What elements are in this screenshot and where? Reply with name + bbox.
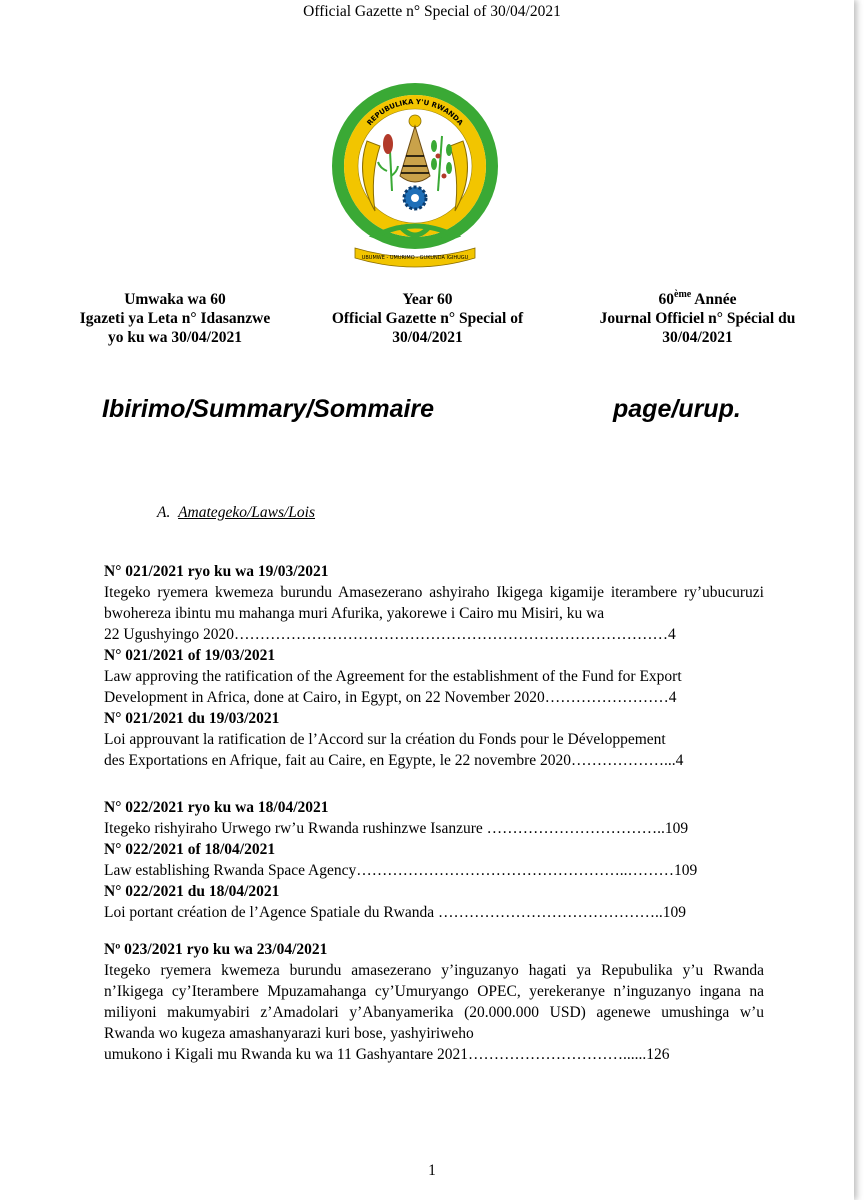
- column-gazette: Igazeti ya Leta n° Idasanzwe: [79, 310, 271, 327]
- column-year: Umwaka wa 60: [124, 291, 226, 308]
- column-date: 30/04/2021: [662, 329, 733, 346]
- column-kinyarwanda: [50, 290, 300, 347]
- entry-number-rw: Nº 023/2021 ryo ku wa 23/04/2021: [104, 941, 328, 958]
- entry-number-fr: N° 021/2021 du 19/03/2021: [104, 710, 280, 727]
- running-header: Official Gazette n° Special of 30/04/2021: [303, 3, 561, 20]
- summary-title: Ibirimo/Summary/Sommaire: [102, 395, 435, 423]
- page-number: 1: [428, 1162, 436, 1179]
- entry-number-rw: N° 021/2021 ryo ku wa 19/03/2021: [104, 563, 329, 580]
- column-year: 60ème Année: [658, 289, 737, 308]
- entry-group-021: [104, 561, 764, 771]
- column-french: [565, 290, 830, 347]
- entry-text-rw: Itegeko ryemera kwemeza burundu Amasezerano ashyiraho Ikigega kigamije iterambere ry’ubucuruzi bwohereza ibintu mu mahanga muri Afurika, yakorewe i Cairo mu Misiri, ku wa: [104, 584, 764, 622]
- entry-number-fr: N° 022/2021 du 18/04/2021: [104, 883, 280, 900]
- entry-text-fr-end: des Exportations en Afrique, fait au Caire, en Egypte, le 22 novembre 2020………………...4: [104, 752, 684, 769]
- section-title: Amategeko/Laws/Lois: [178, 504, 316, 521]
- entry-text-en: Law establishing Rwanda Space Agency……………………………………………..………109: [104, 862, 698, 879]
- entry-text-en-end: Development in Africa, done at Cairo, in Egypt, on 22 November 2020……………………4: [104, 689, 677, 706]
- entry-text-rw: Itegeko rishyiraho Urwego rw’u Rwanda rushinzwe Isanzure ……………………………..109: [104, 820, 689, 837]
- column-gazette: Journal Officiel n° Spécial du: [599, 310, 796, 327]
- page-label: page/urup.: [613, 395, 741, 423]
- section-letter: A.: [157, 504, 171, 521]
- column-year: Year 60: [402, 291, 453, 308]
- entry-text-fr: Loi portant création de l’Agence Spatiale du Rwanda ……………………………………..109: [104, 904, 686, 921]
- entry-text-rw: Itegeko ryemera kwemeza burundu amasezerano y’inguzanyo hagati ya Repubulika y’u Rwanda n’Ikigega cy’Iterambere Mpuzamahanga cy’Umuryango OPEC, yerekeranye n’inguzanyo ingana na miliyoni makumyabiri z’Amadolari y’Abanyamerika (20.000.000 USD) agenewe umushinga w’u Rwanda wo kugeza amashanyarazi kuri bose, yashyiriweho: [104, 962, 764, 1042]
- entry-group-023: [104, 939, 764, 1065]
- emblem-top-text: REPUBULIKA Y'U RWANDA: [365, 97, 465, 128]
- entry-text-rw-end: umukono i Kigali mu Rwanda ku wa 11 Gashyantare 2021…………………………......126: [104, 1046, 670, 1063]
- emblem-motto: UBUMWE - UMURIMO - GUKUNDA IGIHUGU: [361, 255, 469, 261]
- entry-number-rw: N° 022/2021 ryo ku wa 18/04/2021: [104, 799, 329, 816]
- column-english: [305, 290, 550, 347]
- column-date: yo ku wa 30/04/2021: [108, 329, 242, 346]
- column-gazette: Official Gazette n° Special of: [331, 310, 524, 327]
- entry-number-en: N° 022/2021 of 18/04/2021: [104, 841, 276, 858]
- entry-group-022: [104, 797, 764, 923]
- entry-text-en: Law approving the ratification of the Agreement for the establishment of the Fund for Export: [104, 668, 682, 685]
- column-date: 30/04/2021: [392, 329, 463, 346]
- section-heading: [157, 504, 315, 522]
- entry-text-rw-end: 22 Ugushyingo 2020…………………………………………………………………………4: [104, 626, 676, 643]
- entry-number-en: N° 021/2021 of 19/03/2021: [104, 647, 276, 664]
- entry-text-fr: Loi approuvant la ratification de l’Accord sur la création du Fonds pour le Développement: [104, 731, 666, 748]
- rwanda-emblem: [330, 76, 500, 271]
